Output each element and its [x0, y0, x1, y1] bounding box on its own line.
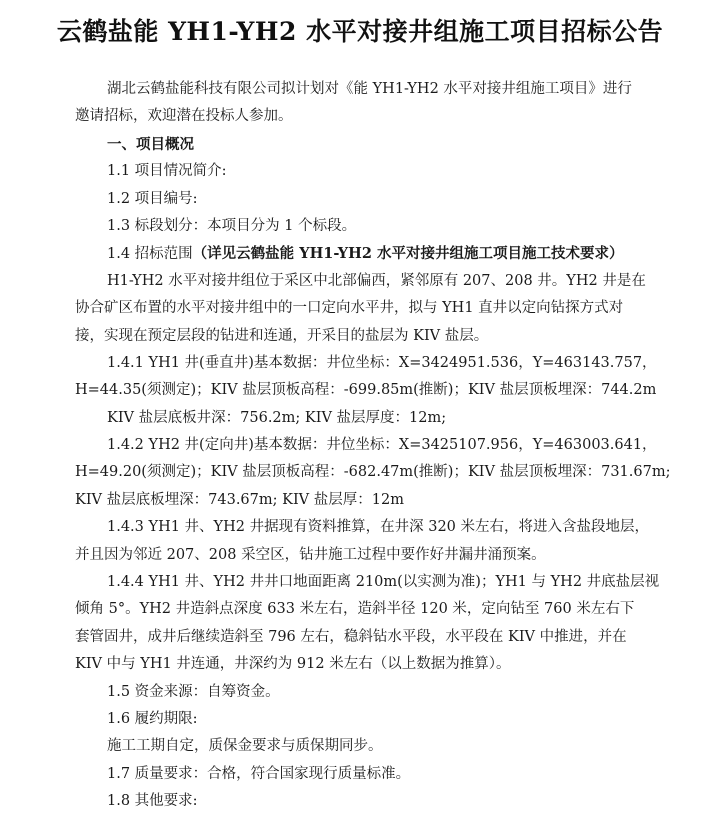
item-1-4-1-line-1: 1.4.1 YH1 井(垂直井)基本数据：井位坐标：X=3424951.536，Y=463143.757，: [107, 354, 657, 371]
item-1-4-3-line-1: 1.4.3 YH1 井、YH2 井据现有资料推算，在井深 320 米左右，将进入含盐段地层，: [107, 519, 649, 536]
scope-para-line-3: 接，实现在预定层段的钻进和连通，开采目的盐层为 KIV 盐层。: [75, 327, 489, 344]
document-title: 云鹤盐能 YH1-YH2 水平对接井组施工项目招标公告: [56, 17, 664, 46]
item-1-4-scope-note: （详见云鹤盐能 YH1-YH2 水平对接井组施工项目施工技术要求）: [192, 245, 624, 263]
item-1-3: 1.3 标段划分：本项目分为 1 个标段。: [107, 217, 357, 234]
item-1-4-2-line-1: 1.4.2 YH2 井(定向井)基本数据：井位坐标：X=3425107.956，Y=463003.641，: [107, 437, 657, 454]
scope-para-line-2: 协合矿区布置的水平对接井组中的一口定向水平井，拟与 YH1 直井以定向钻探方式对: [75, 300, 624, 317]
item-1-1: 1.1 项目情况简介:: [107, 163, 227, 180]
item-1-4-4-line-3: 套管固井，成井后继续造斜至 796 左右，稳斜钻水平段，水平段在 KIV 中推进，并在: [75, 628, 627, 645]
item-1-8: 1.8 其他要求:: [107, 793, 198, 810]
item-1-2: 1.2 项目编号:: [107, 190, 198, 207]
document-body: [75, 76, 695, 816]
item-1-4-3-line-2: 并且因为邻近 207、208 采空区，钻井施工过程中要作好井漏井涌预案。: [75, 546, 546, 563]
scope-para-line-1: H1-YH2 水平对接井组位于采区中北部偏西，紧邻原有 207、208 井。YH2 井是在: [107, 272, 646, 289]
item-1-4-2-line-2: H=49.20(须测定)；KIV 盐层顶板高程：-682.47m(推断)；KIV 盐层顶板埋深：731.67m;: [75, 464, 671, 481]
intro-line-1: 湖北云鹤盐能科技有限公司拟计划对《能 YH1-YH2 水平对接井组施工项目》进行: [107, 81, 632, 97]
item-1-4-4-line-4: KIV 中与 YH1 井连通，井深约为 912 米左右（以上数据为推算）。: [75, 656, 511, 673]
item-1-4-label: 1.4 招标范围: [107, 246, 193, 263]
item-1-4-1-line-2: H=44.35(须测定)；KIV 盐层顶板高程：-699.85m(推断)；KIV 盐层顶板埋深：744.2m: [75, 382, 657, 399]
item-1-4-4-line-1: 1.4.4 YH1 井、YH2 井井口地面距离 210m(以实测为准)；YH1 与 YH2 井底盐层视: [107, 574, 660, 591]
item-1-4-2-line-3: KIV 盐层底板埋深：743.67m; KIV 盐层厚：12m: [75, 491, 404, 508]
item-1-5: 1.5 资金来源：自筹资金。: [107, 683, 280, 700]
section-heading-project-overview: 一、项目概况: [107, 135, 194, 153]
item-1-4-1-line-3: KIV 盐层底板井深：756.2m; KIV 盐层厚度：12m;: [107, 409, 447, 426]
item-1-7: 1.7 质量要求：合格，符合国家现行质量标准。: [107, 765, 411, 782]
intro-line-2: 邀请招标，欢迎潜在投标人参加。: [75, 108, 293, 125]
item-1-4: [75, 240, 695, 267]
item-1-4-4-line-2: 倾角 5°。YH2 井造斜点深度 633 米左右，造斜半径 120 米，定向钻至 760 米左右下: [75, 601, 635, 618]
item-1-6: 1.6 履约期限:: [107, 710, 198, 727]
item-1-6-detail: 施工工期自定，质保金要求与质保期同步。: [107, 738, 383, 755]
